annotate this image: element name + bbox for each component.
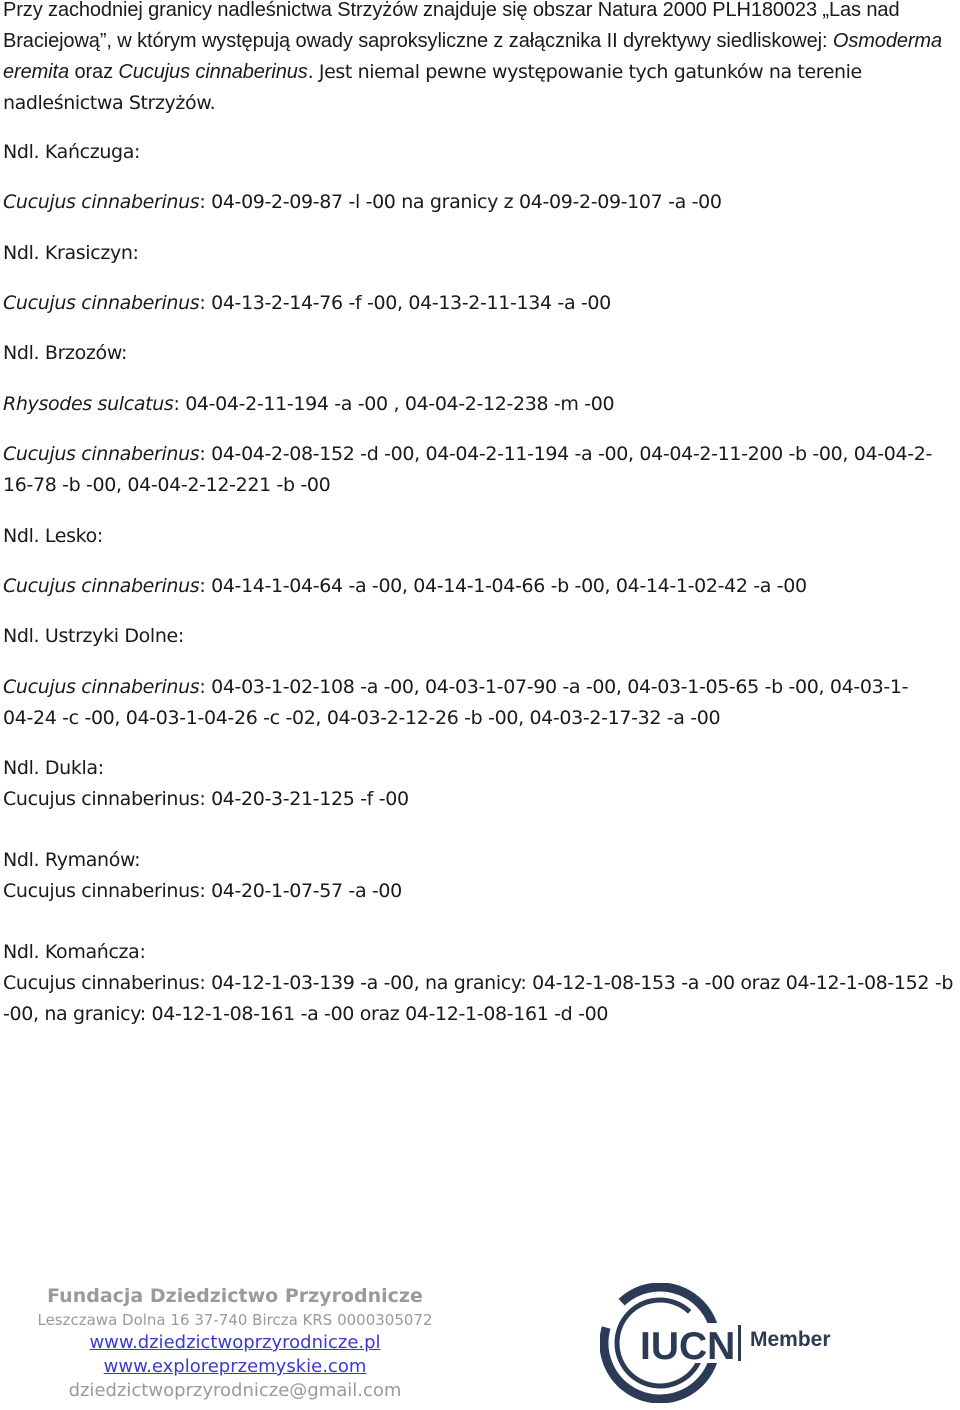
intro-text: Braciejową”, w którym występują owady saproksyliczne z załącznika II dyrektywy siedliskowej:: [3, 30, 833, 52]
heading-lesko: Ndl. Lesko:: [3, 525, 103, 547]
intro-line-4: nadleśnictwa Strzyżów.: [3, 92, 216, 114]
heading-rymanow: Ndl. Rymanów:: [3, 849, 141, 871]
heading-ustrzyki: Ndl. Ustrzyki Dolne:: [3, 625, 184, 647]
record-line: [3, 439, 957, 470]
iucn-member-logo: [600, 1283, 840, 1403]
foundation-address: Leszczawa Dolna 16 37-740 Bircza KRS 0000305072: [37, 1311, 433, 1329]
website-link[interactable]: www.dziedzictwoprzyrodnicze.pl: [89, 1332, 381, 1353]
heading-brzozow: Ndl. Brzozów:: [3, 342, 128, 364]
heading-krasiczyn: Ndl. Krasiczyn:: [3, 242, 139, 264]
record-line: Cucujus cinnaberinus: 04-20-3-21-125 -f -00: [3, 788, 409, 810]
intro-line-2: [3, 26, 957, 57]
species-name: Cucujus cinnaberinus: [118, 61, 308, 83]
record-codes: : 04-04-2-11-194 -a -00 , 04-04-2-12-238 -m -00: [173, 393, 615, 415]
record-block: [3, 672, 957, 734]
intro-line-3: [3, 57, 957, 88]
species-name: Osmoderma: [832, 30, 943, 52]
section-dukla: [3, 753, 957, 815]
species-name: Cucujus cinnaberinus: [3, 443, 200, 465]
record-line: 16-78 -b -00, 04-04-2-12-221 -b -00: [3, 474, 331, 496]
record-line: [3, 187, 957, 218]
email-address: dziedzictwoprzyrodnicze@gmail.com: [68, 1380, 402, 1401]
record-line: [3, 288, 957, 319]
record-codes: : 04-03-1-02-108 -a -00, 04-03-1-07-90 -a -00, 04-03-1-05-65 -b -00, 04-03-1-: [199, 676, 909, 698]
species-name: Cucujus cinnaberinus: [3, 191, 200, 213]
record-line: -00, na granicy: 04-12-1-08-161 -a -00 oraz 04-12-1-08-161 -d -00: [3, 1003, 609, 1025]
section-rymanow: [3, 845, 957, 907]
species-name: Cucujus cinnaberinus: [3, 575, 200, 597]
record-line: 04-24 -c -00, 04-03-1-04-26 -c -02, 04-03-2-12-26 -b -00, 04-03-2-17-32 -a -00: [3, 707, 721, 729]
record-line: [3, 389, 957, 420]
record-line: Cucujus cinnaberinus: 04-12-1-03-139 -a -00, na granicy: 04-12-1-08-153 -a -00 oraz 04-12-1-08-152 -b: [3, 972, 954, 994]
intro-paragraph: [3, 0, 957, 119]
species-name: Cucujus cinnaberinus: [3, 292, 200, 314]
record-block: [3, 439, 957, 501]
record-codes: : 04-14-1-04-64 -a -00, 04-14-1-04-66 -b -00, 04-14-1-02-42 -a -00: [199, 575, 807, 597]
species-name: Cucujus cinnaberinus: [3, 676, 200, 698]
species-name: Rhysodes sulcatus: [3, 393, 174, 415]
species-name: eremita: [3, 61, 69, 83]
website-link-secondary[interactable]: www.exploreprzemyskie.com: [103, 1356, 367, 1377]
intro-text: . Jest niemal pewne występowanie tych gatunków na terenie: [307, 61, 862, 83]
member-label: Member: [750, 1328, 831, 1351]
iucn-wordmark: IUCN: [640, 1325, 736, 1368]
intro-line-1: Przy zachodniej granicy nadleśnictwa Strzyżów znajduje się obszar Natura 2000 PLH180023 „Las nad: [3, 0, 900, 21]
heading-komancza: Ndl. Komańcza:: [3, 941, 146, 963]
record-codes: : 04-13-2-14-76 -f -00, 04-13-2-11-134 -a -00: [199, 292, 611, 314]
record-codes: : 04-04-2-08-152 -d -00, 04-04-2-11-194 -a -00, 04-04-2-11-200 -b -00, 04-04-2-: [199, 443, 932, 465]
section-komancza: [3, 937, 957, 1030]
record-line: Cucujus cinnaberinus: 04-20-1-07-57 -a -00: [3, 880, 402, 902]
foundation-name: Fundacja Dziedzictwo Przyrodnicze: [47, 1285, 423, 1307]
footer-contact: [0, 1283, 470, 1403]
record-line: [3, 672, 957, 703]
heading-kanczuga: Ndl. Kańczuga:: [3, 141, 141, 163]
record-codes: : 04-09-2-09-87 -l -00 na granicy z 04-09-2-09-107 -a -00: [199, 191, 722, 213]
record-line: [3, 571, 957, 602]
heading-dukla: Ndl. Dukla:: [3, 757, 104, 779]
intro-text: oraz: [69, 61, 119, 83]
